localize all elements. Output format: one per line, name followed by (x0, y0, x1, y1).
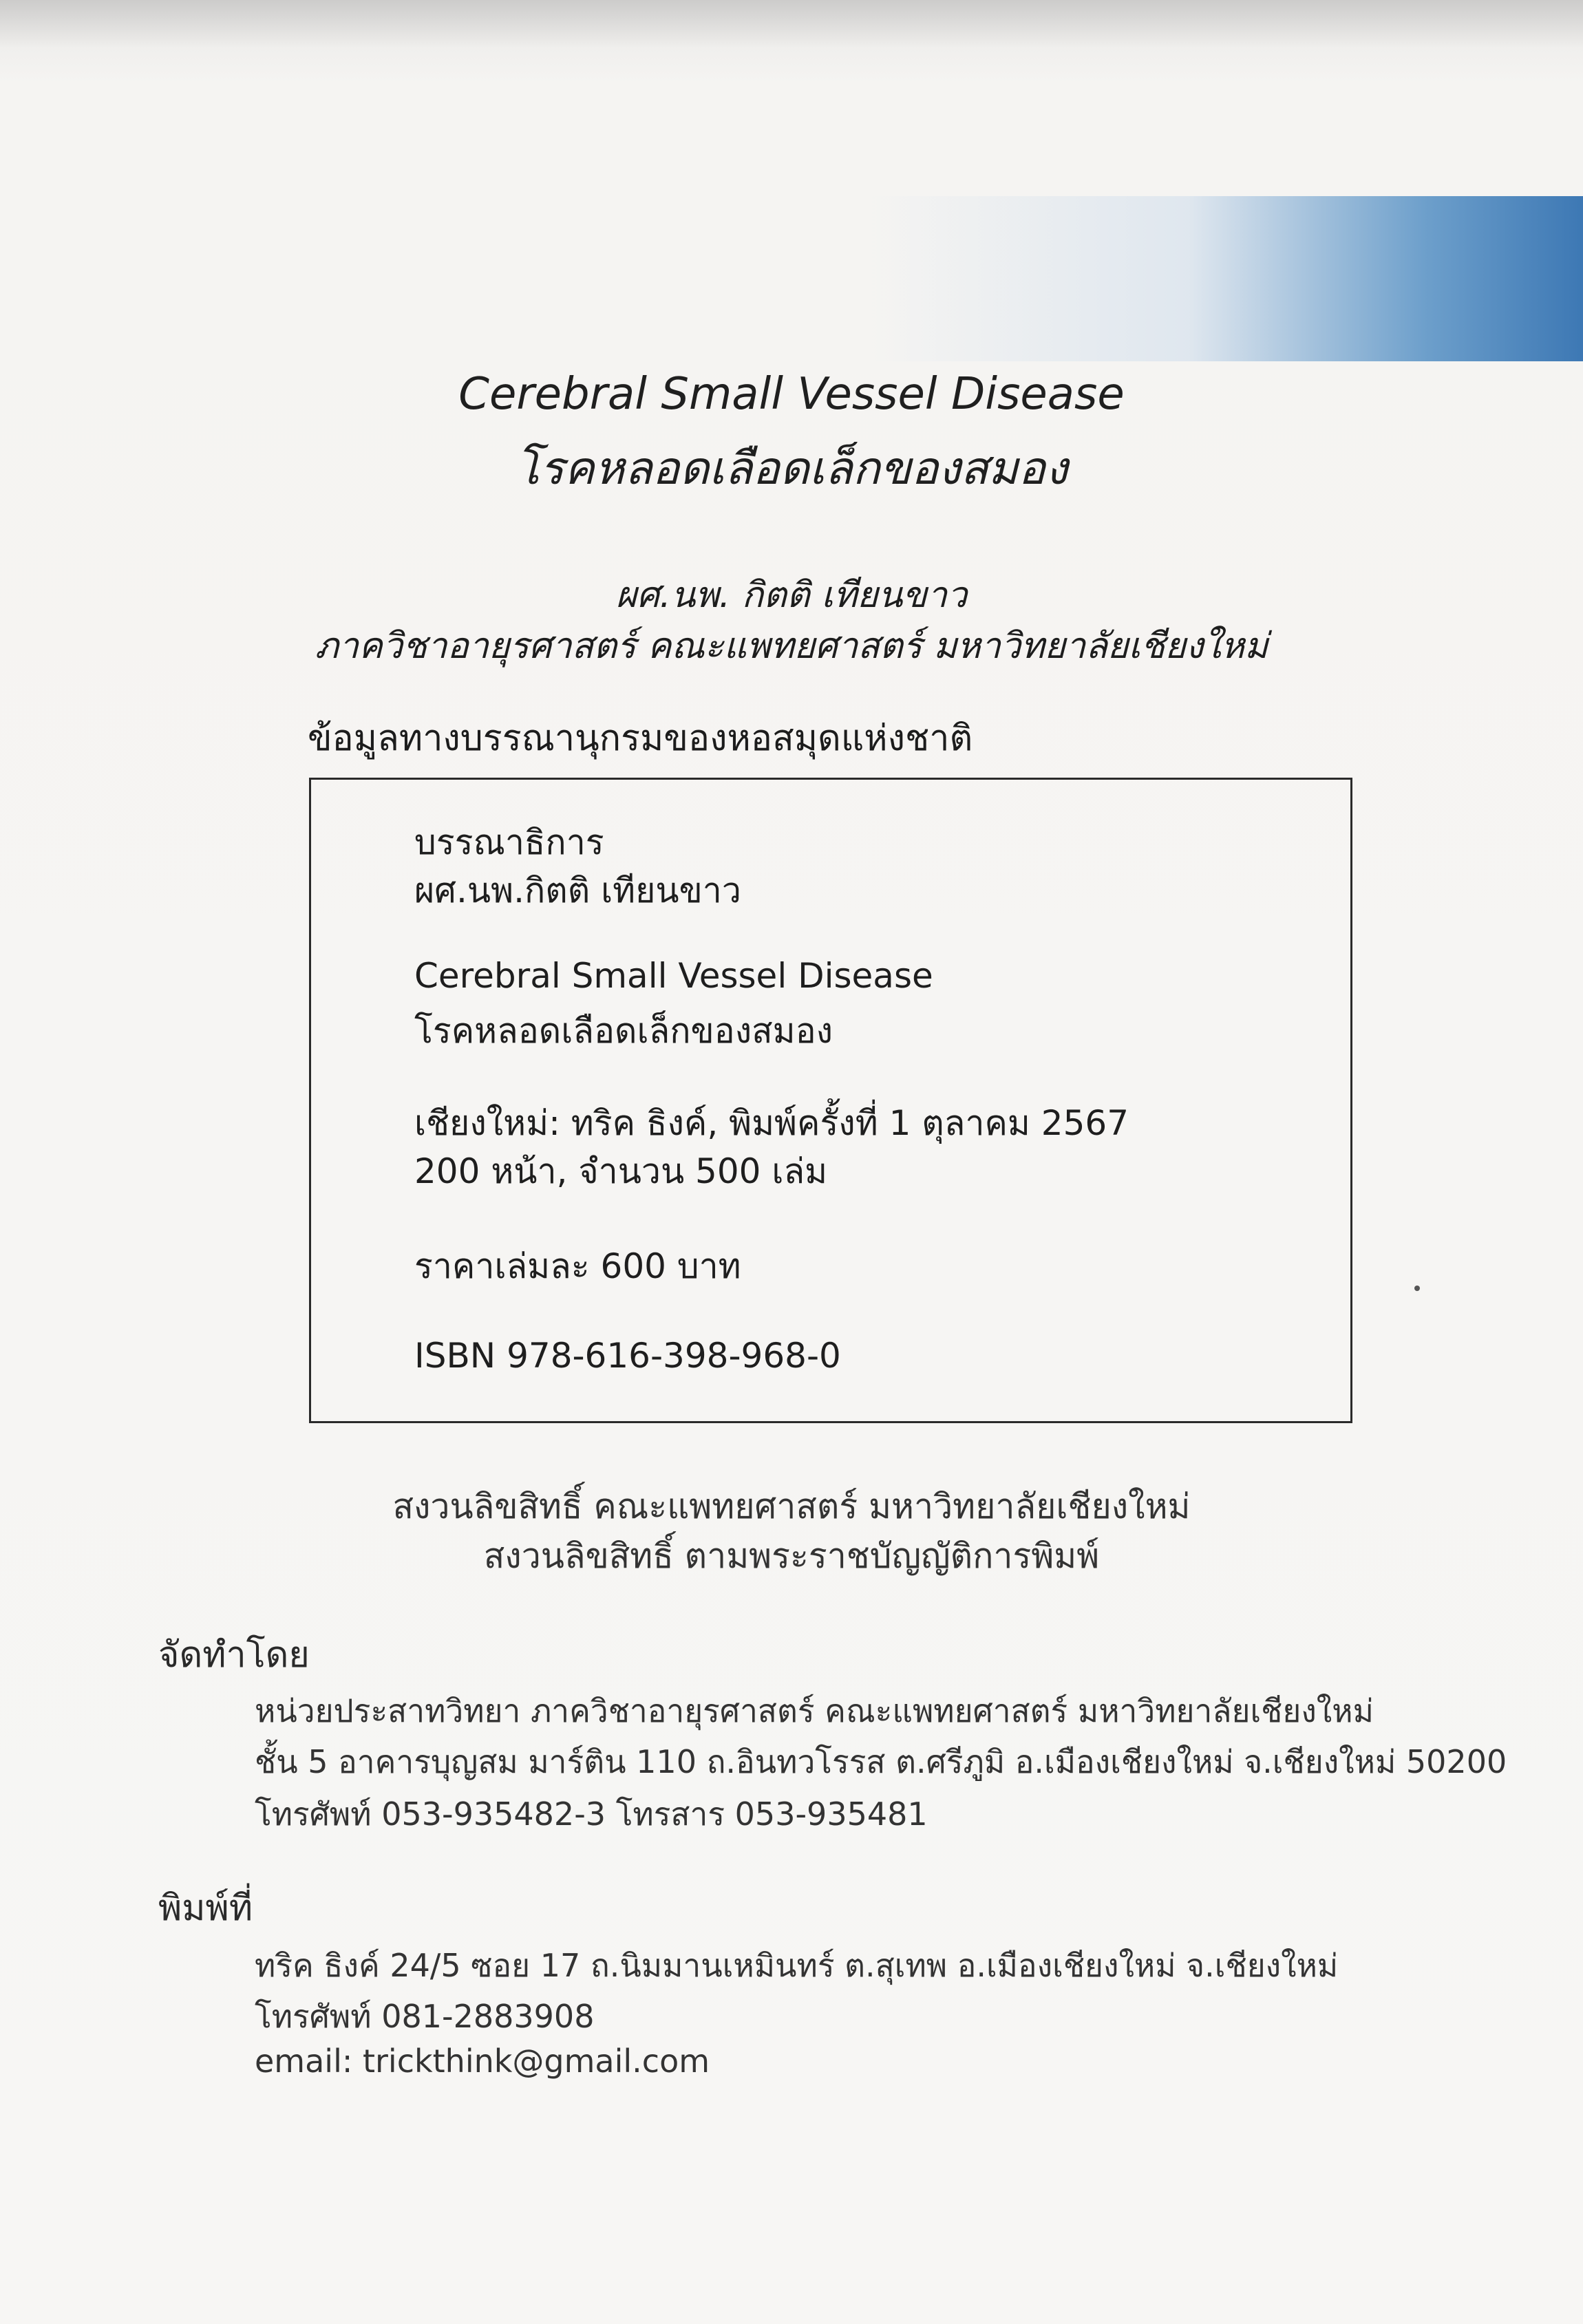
printer-address: ทริค ธิงค์ 24/5 ซอย 17 ถ.นิมมานเหมินทร์ ต.สุเทพ อ.เมืองเชียงใหม่ จ.เชียงใหม่ (255, 1947, 1339, 1984)
scan-speck (1414, 1286, 1420, 1291)
cip-editor-label: บรรณาธิการ (414, 822, 604, 862)
cip-extent: 200 หน้า, จำนวน 500 เล่ม (414, 1151, 828, 1191)
scan-top-shadow (0, 0, 1583, 48)
copyright-line-1: สงวนลิขสิทธิ์ คณะแพทยศาสตร์ มหาวิทยาลัยเชียงใหม่ (392, 1486, 1191, 1526)
cip-heading: ข้อมูลทางบรรณานุกรมของหอสมุดแห่งชาติ (308, 718, 973, 759)
cip-price: ราคาเล่มละ 600 บาท (414, 1246, 741, 1286)
printed-at-label: พิมพ์ที่ (158, 1888, 253, 1929)
cip-title-english: Cerebral Small Vessel Disease (414, 956, 933, 996)
printer-email: email: trickthink@gmail.com (255, 2043, 710, 2080)
book-title-thai: โรคหลอดเลือดเล็กของสมอง (515, 442, 1068, 495)
cip-editor-name: ผศ.นพ.กิตติ เทียนขาว (414, 871, 741, 910)
book-title-english: Cerebral Small Vessel Disease (458, 369, 1125, 420)
cip-publication: เชียงใหม่: ทริค ธิงค์, พิมพ์ครั้งที่ 1 ตุลาคม 2567 (414, 1103, 1129, 1143)
produced-by-unit: หน่วยประสาทวิทยา ภาควิชาอายุรศาสตร์ คณะแพทยศาสตร์ มหาวิทยาลัยเชียงใหม่ (255, 1692, 1374, 1729)
printer-phone: โทรศัพท์ 081-2883908 (255, 1998, 595, 2035)
author-affiliation: ภาควิชาอายุรศาสตร์ คณะแพทยศาสตร์ มหาวิทยาลัยเชียงใหม่ (315, 626, 1268, 667)
produced-by-label: จัดทำโดย (158, 1634, 310, 1676)
cip-record-box (309, 778, 1352, 1423)
cip-isbn: ISBN 978-616-398-968-0 (414, 1336, 841, 1376)
author-name: ผศ.นพ. กิตติ เทียนขาว (615, 575, 968, 616)
blue-gradient-band (867, 196, 1583, 361)
cip-title-thai: โรคหลอดเลือดเล็กของสมอง (414, 1011, 833, 1051)
produced-by-address: ชั้น 5 อาคารบุญสม มาร์ติน 110 ถ.อินทวโรรส ต.ศรีภูมิ อ.เมืองเชียงใหม่ จ.เชียงใหม่ 50200 (255, 1743, 1507, 1780)
produced-by-contact: โทรศัพท์ 053-935482-3 โทรสาร 053-935481 (255, 1795, 928, 1833)
copyright-line-2: สงวนลิขสิทธิ์ ตามพระราชบัญญัติการพิมพ์ (483, 1536, 1100, 1576)
